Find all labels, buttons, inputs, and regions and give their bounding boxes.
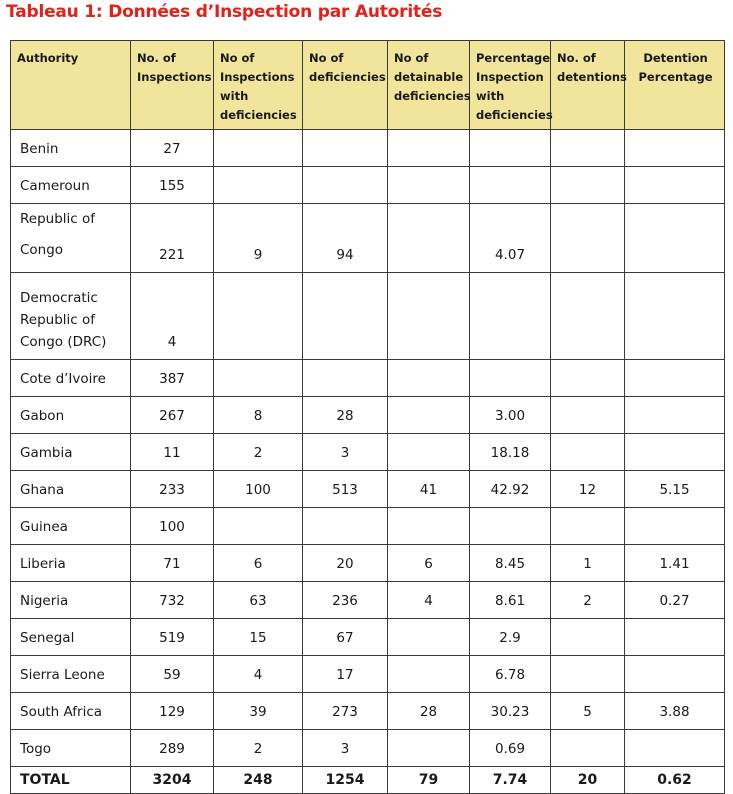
table-row (11, 204, 725, 273)
inspections-with-deficiencies-cell: 63 (214, 582, 303, 619)
inspections-cell: 129 (131, 693, 214, 730)
percentage-inspection-cell: 2.9 (470, 619, 551, 656)
total-inspections: 3204 (131, 767, 214, 794)
inspections-with-deficiencies-cell: 2 (214, 730, 303, 767)
detentions-cell (551, 730, 625, 767)
inspections-with-deficiencies-cell: 6 (214, 545, 303, 582)
inspections-cell: 732 (131, 582, 214, 619)
percentage-inspection-cell (470, 167, 551, 204)
detainable-deficiencies-cell (388, 397, 470, 434)
deficiencies-cell: 273 (303, 693, 388, 730)
inspections-cell: 100 (131, 508, 214, 545)
percentage-inspection-cell: 8.45 (470, 545, 551, 582)
inspections-with-deficiencies-cell (214, 273, 303, 360)
detainable-deficiencies-cell (388, 273, 470, 360)
deficiencies-cell (303, 360, 388, 397)
column-header: No. of Inspections (131, 41, 214, 130)
table-row (11, 471, 725, 508)
detentions-cell: 1 (551, 545, 625, 582)
total-label: TOTAL (11, 767, 131, 794)
percentage-inspection-cell (470, 508, 551, 545)
inspections-cell: 27 (131, 130, 214, 167)
column-header: No of deficiencies (303, 41, 388, 130)
detention-percentage-cell (625, 167, 725, 204)
detainable-deficiencies-cell (388, 167, 470, 204)
detentions-cell: 2 (551, 582, 625, 619)
total-row (11, 767, 725, 794)
detention-percentage-cell (625, 130, 725, 167)
inspections-with-deficiencies-cell (214, 508, 303, 545)
detention-percentage-cell (625, 619, 725, 656)
percentage-inspection-cell (470, 130, 551, 167)
table-row (11, 619, 725, 656)
authority-cell: Liberia (11, 545, 131, 582)
inspections-with-deficiencies-cell (214, 130, 303, 167)
detentions-cell (551, 397, 625, 434)
detention-percentage-cell (625, 204, 725, 273)
authority-cell: Sierra Leone (11, 656, 131, 693)
authority-cell: Cameroun (11, 167, 131, 204)
inspections-cell: 4 (131, 273, 214, 360)
detentions-cell (551, 434, 625, 471)
percentage-inspection-cell: 42.92 (470, 471, 551, 508)
table-row (11, 656, 725, 693)
table-row (11, 508, 725, 545)
authority-cell: Benin (11, 130, 131, 167)
detentions-cell (551, 167, 625, 204)
percentage-inspection-cell: 30.23 (470, 693, 551, 730)
authority-cell: Guinea (11, 508, 131, 545)
detention-percentage-cell (625, 360, 725, 397)
percentage-inspection-cell: 8.61 (470, 582, 551, 619)
deficiencies-cell: 17 (303, 656, 388, 693)
detentions-cell: 12 (551, 471, 625, 508)
table-row (11, 434, 725, 471)
column-header: Authority (11, 41, 131, 130)
detainable-deficiencies-cell: 4 (388, 582, 470, 619)
inspection-data-table (10, 40, 725, 794)
inspections-with-deficiencies-cell: 39 (214, 693, 303, 730)
detention-percentage-cell (625, 434, 725, 471)
deficiencies-cell: 3 (303, 434, 388, 471)
detainable-deficiencies-cell (388, 508, 470, 545)
authority-cell: Gabon (11, 397, 131, 434)
total-inspections-with-deficiencies: 248 (214, 767, 303, 794)
deficiencies-cell: 3 (303, 730, 388, 767)
detainable-deficiencies-cell: 28 (388, 693, 470, 730)
deficiencies-cell: 513 (303, 471, 388, 508)
authority-cell: Cote d’Ivoire (11, 360, 131, 397)
column-header: No. of detentions (551, 41, 625, 130)
table-row (11, 167, 725, 204)
inspections-with-deficiencies-cell (214, 167, 303, 204)
table-row (11, 693, 725, 730)
authority-cell: Gambia (11, 434, 131, 471)
detainable-deficiencies-cell (388, 360, 470, 397)
percentage-inspection-cell: 0.69 (470, 730, 551, 767)
inspections-cell: 387 (131, 360, 214, 397)
total-detentions: 20 (551, 767, 625, 794)
authority-cell: Senegal (11, 619, 131, 656)
deficiencies-cell (303, 130, 388, 167)
detentions-cell (551, 508, 625, 545)
percentage-inspection-cell (470, 273, 551, 360)
deficiencies-cell (303, 508, 388, 545)
detentions-cell: 5 (551, 693, 625, 730)
detentions-cell (551, 273, 625, 360)
inspections-with-deficiencies-cell: 4 (214, 656, 303, 693)
percentage-inspection-cell: 6.78 (470, 656, 551, 693)
inspections-cell: 155 (131, 167, 214, 204)
column-header: No of Inspections with deficiencies (214, 41, 303, 130)
inspections-cell: 267 (131, 397, 214, 434)
detentions-cell (551, 204, 625, 273)
table-row (11, 130, 725, 167)
table-title: Tableau 1: Données d’Inspection par Autorités (6, 2, 443, 22)
inspections-cell: 519 (131, 619, 214, 656)
detainable-deficiencies-cell (388, 619, 470, 656)
authority-cell: Ghana (11, 471, 131, 508)
table-row (11, 397, 725, 434)
detention-percentage-cell (625, 656, 725, 693)
detainable-deficiencies-cell (388, 130, 470, 167)
detainable-deficiencies-cell (388, 656, 470, 693)
column-header: Percentage Inspection with deficiencies (470, 41, 551, 130)
inspections-cell: 59 (131, 656, 214, 693)
deficiencies-cell: 67 (303, 619, 388, 656)
authority-cell: Democratic Republic of Congo (DRC) (11, 273, 131, 360)
authority-cell: Nigeria (11, 582, 131, 619)
total-detainable-deficiencies: 79 (388, 767, 470, 794)
inspections-with-deficiencies-cell: 8 (214, 397, 303, 434)
inspections-with-deficiencies-cell: 2 (214, 434, 303, 471)
inspections-with-deficiencies-cell: 100 (214, 471, 303, 508)
table-row (11, 730, 725, 767)
authority-cell: South Africa (11, 693, 131, 730)
detention-percentage-cell: 3.88 (625, 693, 725, 730)
authority-cell: Republic of Congo (11, 204, 131, 273)
detentions-cell (551, 360, 625, 397)
percentage-inspection-cell: 4.07 (470, 204, 551, 273)
deficiencies-cell: 236 (303, 582, 388, 619)
deficiencies-cell (303, 167, 388, 204)
detentions-cell (551, 656, 625, 693)
inspections-with-deficiencies-cell (214, 360, 303, 397)
table-row (11, 545, 725, 582)
table-row (11, 360, 725, 397)
percentage-inspection-cell (470, 360, 551, 397)
detention-percentage-cell: 0.27 (625, 582, 725, 619)
detention-percentage-cell: 1.41 (625, 545, 725, 582)
detainable-deficiencies-cell (388, 204, 470, 273)
column-header: Detention Percentage (625, 41, 725, 130)
authority-cell: Togo (11, 730, 131, 767)
detention-percentage-cell (625, 397, 725, 434)
column-header: No of detainable deficiencies (388, 41, 470, 130)
detention-percentage-cell (625, 508, 725, 545)
detainable-deficiencies-cell: 6 (388, 545, 470, 582)
detainable-deficiencies-cell (388, 730, 470, 767)
header-row (11, 41, 725, 130)
inspections-with-deficiencies-cell: 9 (214, 204, 303, 273)
detention-percentage-cell (625, 273, 725, 360)
table-row (11, 582, 725, 619)
inspections-cell: 11 (131, 434, 214, 471)
percentage-inspection-cell: 3.00 (470, 397, 551, 434)
detainable-deficiencies-cell (388, 434, 470, 471)
detentions-cell (551, 130, 625, 167)
table-row (11, 273, 725, 360)
inspections-cell: 221 (131, 204, 214, 273)
percentage-inspection-cell: 18.18 (470, 434, 551, 471)
total-detention-percentage: 0.62 (625, 767, 725, 794)
total-percentage-inspection: 7.74 (470, 767, 551, 794)
deficiencies-cell: 20 (303, 545, 388, 582)
deficiencies-cell (303, 273, 388, 360)
deficiencies-cell: 28 (303, 397, 388, 434)
inspections-cell: 289 (131, 730, 214, 767)
deficiencies-cell: 94 (303, 204, 388, 273)
inspections-cell: 71 (131, 545, 214, 582)
inspections-cell: 233 (131, 471, 214, 508)
total-deficiencies: 1254 (303, 767, 388, 794)
detention-percentage-cell (625, 730, 725, 767)
inspections-with-deficiencies-cell: 15 (214, 619, 303, 656)
detentions-cell (551, 619, 625, 656)
detainable-deficiencies-cell: 41 (388, 471, 470, 508)
detention-percentage-cell: 5.15 (625, 471, 725, 508)
